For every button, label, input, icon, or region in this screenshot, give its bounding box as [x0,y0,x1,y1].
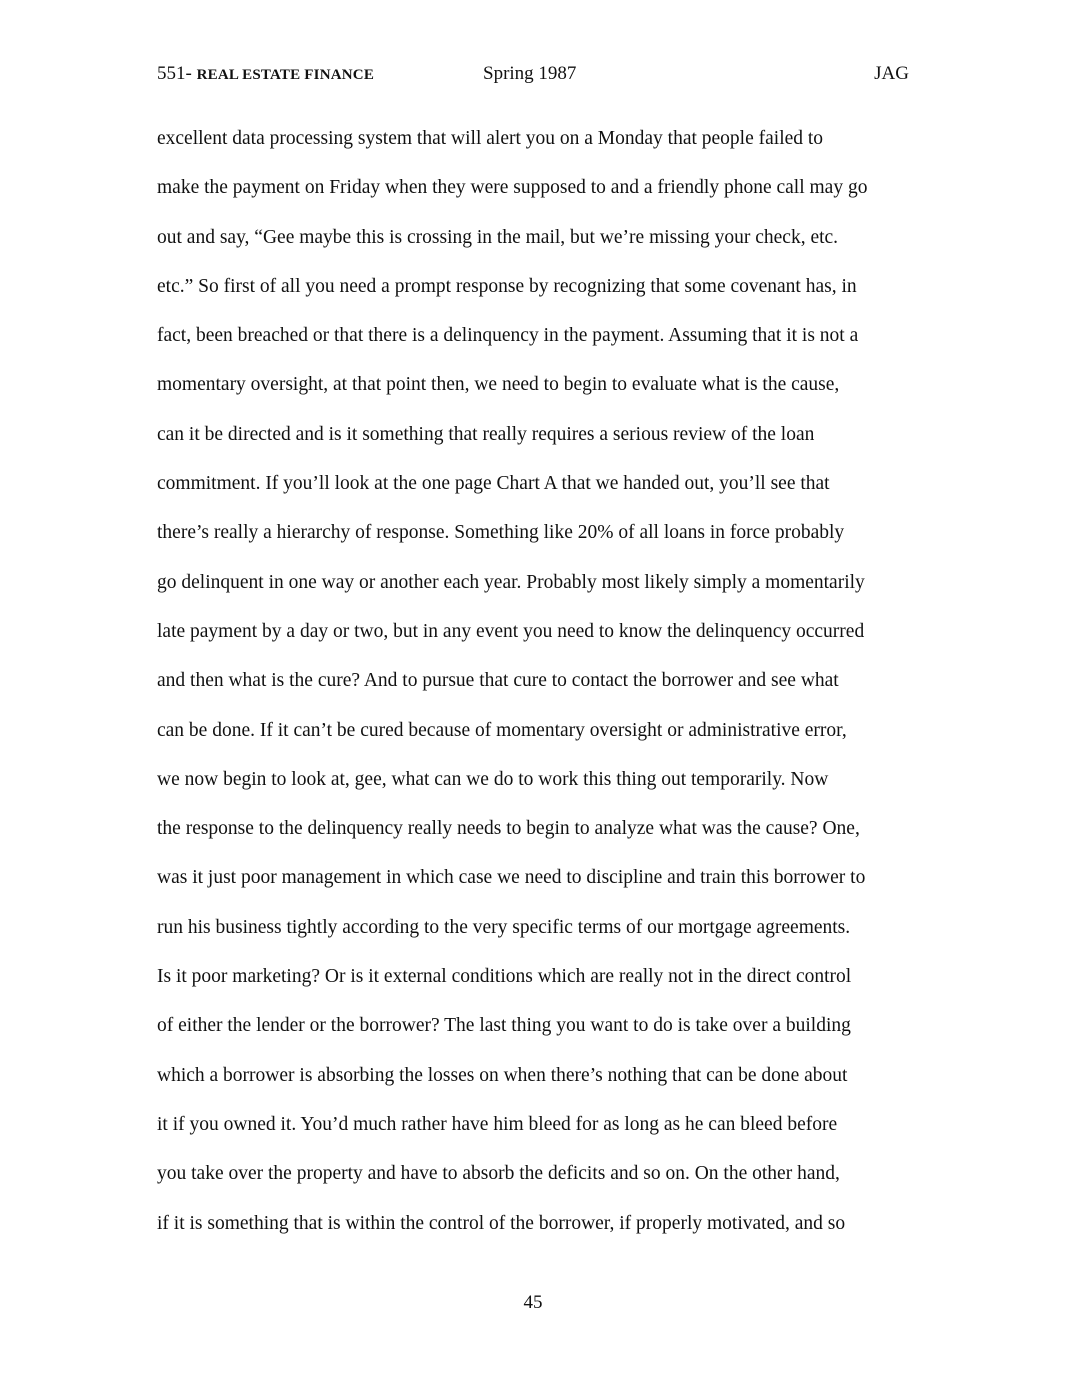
text-line: the response to the delinquency really needs to begin to analyze what was the cause? One, [157,818,860,840]
text-line: go delinquent in one way or another each year. Probably most likely simply a momentarily [157,571,865,593]
course-title [157,63,374,85]
text-line: fact, been breached or that there is a delinquency in the payment. Assuming that it is not a [157,325,859,347]
transcript-body [157,125,917,1259]
text-line: excellent data processing system that will alert you on a Monday that people failed to [157,128,824,149]
text-line: etc.” So first of all you need a prompt response by recognizing that some covenant has, in [157,275,857,297]
text-line: of either the lender or the borrower? The last thing you want to do is take over a building [157,1015,851,1037]
text-line: there’s really a hierarchy of response. Something like 20% of all loans in force probably [157,522,845,544]
page-number: 45 [523,1292,543,1313]
text-line: it if you owned it. You’d much rather have him bleed for as long as he can bleed before [157,1113,838,1135]
page-header [157,63,909,91]
text-line: can be done. If it can’t be cured because of momentary oversight or administrative error, [157,719,847,741]
text-line: commitment. If you’ll look at the one page Chart A that we handed out, you’ll see that [157,473,830,495]
text-line: late payment by a day or two, but in any event you need to know the delinquency occurred [157,620,865,642]
author-initials: JAG [874,63,909,84]
text-line: which a borrower is absorbing the losses on when there’s nothing that can be done about [157,1064,848,1086]
text-line: and then what is the cure? And to pursue that cure to contact the borrower and see what [157,670,839,692]
text-line: run his business tightly according to the very specific terms of our mortgage agreements. [157,916,851,938]
text-line: make the payment on Friday when they were supposed to and a friendly phone call may go [157,177,868,199]
text-line: out and say, “Gee maybe this is crossing in the mail, but we’re missing your check, etc. [157,226,839,248]
text-line: was it just poor management in which case we need to discipline and train this borrower to [157,867,866,889]
text-line: we now begin to look at, gee, what can we do to work this thing out temporarily. Now [157,768,829,790]
text-line: momentary oversight, at that point then, we need to begin to evaluate what is the cause, [157,374,840,396]
text-line: you take over the property and have to absorb the deficits and so on. On the other hand, [157,1163,840,1185]
course-name: REAL ESTATE FINANCE [196,67,375,83]
text-line: can it be directed and is it something that really requires a serious review of the loan [157,423,815,445]
text-line: Is it poor marketing? Or is it external conditions which are really not in the direct control [157,966,852,988]
text-line: if it is something that is within the control of the borrower, if properly motivated, and so [157,1212,846,1234]
term: Spring 1987 [483,63,577,84]
course-number: 551- [157,63,192,84]
